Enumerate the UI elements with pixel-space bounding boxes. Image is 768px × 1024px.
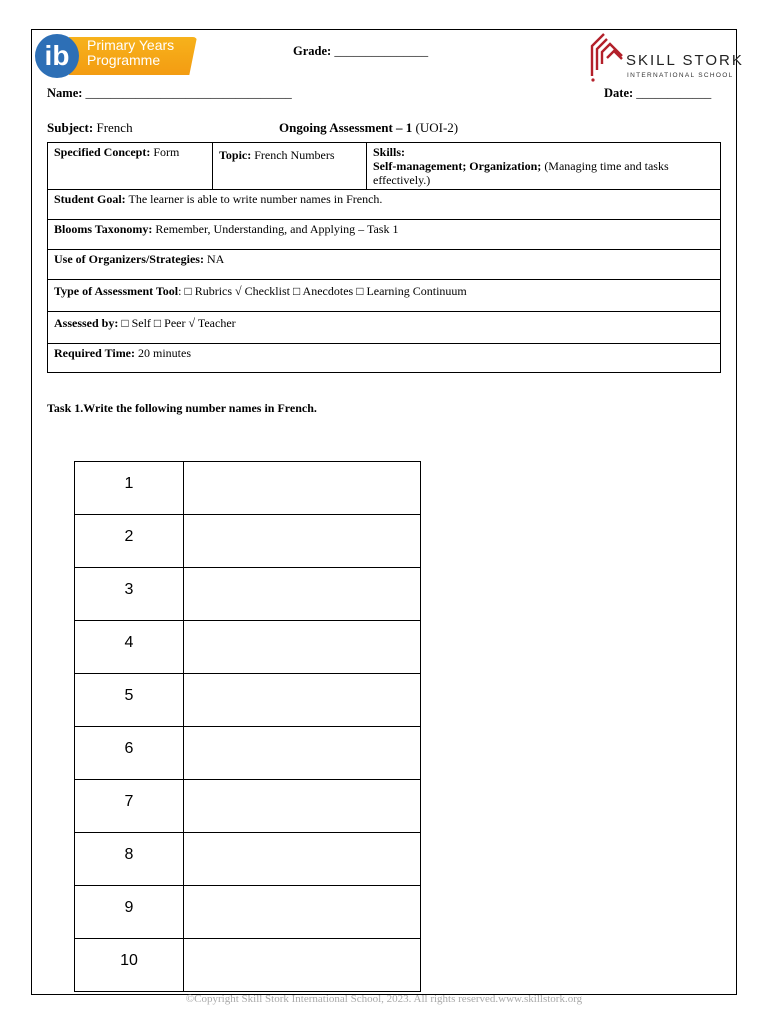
- answer-cell[interactable]: [184, 674, 421, 727]
- ib-pyp-logo: [35, 34, 201, 80]
- concept-value: Form: [153, 145, 180, 159]
- answer-cell[interactable]: [184, 727, 421, 780]
- topic-cell: [213, 143, 367, 190]
- table-row: [75, 621, 421, 674]
- number-answer-table: [74, 461, 421, 992]
- number-cell: 5: [75, 674, 184, 727]
- subject-line: [47, 120, 133, 136]
- table-row: [75, 939, 421, 992]
- skills-label: Skills:: [373, 145, 406, 159]
- tool-cell: [48, 280, 721, 312]
- assessed-value: □ Self □ Peer √ Teacher: [121, 316, 236, 330]
- number-cell: 3: [75, 568, 184, 621]
- copyright-footer: ©Copyright Skill Stork International School, 2023. All rights reserved.www.skillstork.org: [185, 993, 583, 1005]
- assessment-label: Ongoing Assessment – 1: [279, 120, 413, 135]
- answer-cell[interactable]: [184, 886, 421, 939]
- table-row: [48, 312, 721, 344]
- time-cell: [48, 344, 721, 373]
- blooms-cell: [48, 220, 721, 250]
- number-cell: 1: [75, 462, 184, 515]
- number-cell: 6: [75, 727, 184, 780]
- date-label: Date:: [604, 86, 634, 100]
- number-cell: 7: [75, 780, 184, 833]
- number-cell: 9: [75, 886, 184, 939]
- number-cell: 8: [75, 833, 184, 886]
- skill-stork-logo: [588, 30, 744, 82]
- date-blank[interactable]: ____________: [636, 86, 712, 100]
- assessment-unit: (UOI-2): [415, 120, 459, 135]
- name-label: Name:: [47, 86, 83, 100]
- answer-cell[interactable]: [184, 939, 421, 992]
- organizers-label: Use of Organizers/Strategies:: [54, 252, 204, 266]
- answer-cell[interactable]: [184, 621, 421, 674]
- time-label: Required Time:: [54, 346, 136, 360]
- table-row: [48, 190, 721, 220]
- table-row: [48, 250, 721, 280]
- table-row: [48, 143, 721, 190]
- answer-cell[interactable]: [184, 515, 421, 568]
- tool-value: : □ Rubrics √ Checklist □ Anecdotes □ Learning Continuum: [178, 284, 467, 298]
- answer-cell[interactable]: [184, 462, 421, 515]
- grade-field: [293, 44, 428, 59]
- table-row: [75, 515, 421, 568]
- ib-line2: Programme: [87, 52, 161, 68]
- blooms-value: Remember, Understanding, and Applying – Task 1: [155, 222, 399, 236]
- topic-label: Topic:: [219, 148, 252, 162]
- table-row: [75, 462, 421, 515]
- school-name: SKILL STORK: [626, 52, 744, 69]
- table-row: [75, 780, 421, 833]
- blooms-label: Blooms Taxonomy:: [54, 222, 153, 236]
- concept-cell: [48, 143, 213, 190]
- topic-value: French Numbers: [254, 148, 335, 162]
- name-blank[interactable]: _________________________________: [85, 86, 292, 100]
- date-field: [604, 86, 711, 101]
- school-subtitle: INTERNATIONAL SCHOOL: [627, 72, 734, 79]
- answer-cell[interactable]: [184, 833, 421, 886]
- skills-bold: Self-management; Organization;: [373, 159, 542, 173]
- table-row: [48, 344, 721, 373]
- number-cell: 4: [75, 621, 184, 674]
- ib-logo-icon: ib: [35, 34, 79, 78]
- number-cell: 10: [75, 939, 184, 992]
- assessed-cell: [48, 312, 721, 344]
- table-row: [75, 674, 421, 727]
- number-cell: 2: [75, 515, 184, 568]
- table-row: [75, 727, 421, 780]
- assessment-title: [279, 120, 458, 136]
- assessment-info-table: [47, 142, 721, 373]
- stork-icon: [588, 30, 626, 82]
- name-field: [47, 86, 292, 101]
- grade-blank[interactable]: _______________: [334, 44, 429, 58]
- goal-value: The learner is able to write number names in French.: [128, 192, 383, 206]
- grade-label: Grade:: [293, 44, 332, 58]
- answer-cell[interactable]: [184, 780, 421, 833]
- table-row: [75, 833, 421, 886]
- answer-cell[interactable]: [184, 568, 421, 621]
- table-row: [75, 568, 421, 621]
- skills-rest: (Managing time and tasks effectively.): [373, 159, 669, 187]
- subject-value: French: [96, 120, 133, 135]
- table-row: [48, 280, 721, 312]
- ib-logo-text: [87, 38, 174, 68]
- tool-label: Type of Assessment Tool: [54, 284, 179, 298]
- table-row: [48, 220, 721, 250]
- task-title: Task 1.Write the following number names in French.: [47, 401, 317, 415]
- organizers-cell: [48, 250, 721, 280]
- time-value: 20 minutes: [138, 346, 192, 360]
- table-row: [75, 886, 421, 939]
- subject-label: Subject:: [47, 120, 94, 135]
- assessed-label: Assessed by:: [54, 316, 119, 330]
- organizers-value: NA: [206, 252, 225, 266]
- goal-cell: [48, 190, 721, 220]
- ib-line1: Primary Years: [87, 37, 175, 53]
- concept-label: Specified Concept:: [54, 145, 151, 159]
- skills-cell: [367, 143, 721, 190]
- goal-label: Student Goal:: [54, 192, 126, 206]
